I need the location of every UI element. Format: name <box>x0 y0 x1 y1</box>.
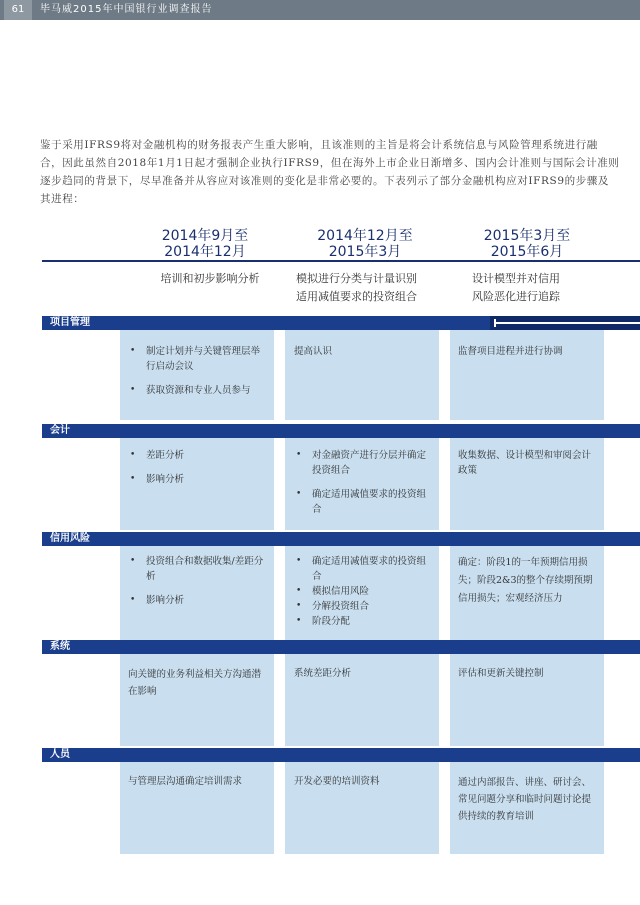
cell-credit-risk-phase-3: 确定：阶段1的一年预期信用损失；阶段2&3的整个存续期预期信用损失；宏观经济压力 <box>458 557 593 604</box>
cell-systems-phase-1: 向关键的业务利益相关方沟通潜在影响 <box>128 669 262 697</box>
cell-systems-phase-2: 系统差距分析 <box>294 668 352 679</box>
cell-accounting-phase-3: 收集数据、设计模型和审阅会计政策 <box>458 450 592 476</box>
phase-2-period-end: 2015年3月 <box>328 244 402 260</box>
phase-1-period-start: 2014年9月至 <box>161 228 249 244</box>
phase-3-description <box>472 270 612 306</box>
phase-3-period <box>462 228 592 260</box>
phase-3-desc-line-1: 设计模型并对信用 <box>472 272 560 285</box>
cell-credit-risk-phase-2 <box>294 554 434 629</box>
section-label-people: 人员 <box>50 749 70 760</box>
phase-2-period <box>300 228 430 260</box>
report-title: 毕马威2015年中国银行业调查报告 <box>40 4 213 15</box>
section-bar-people <box>42 748 640 762</box>
list-item: • 影响分析 <box>128 472 268 487</box>
list-item: • 阶段分配 <box>294 614 434 629</box>
section-label-accounting: 会计 <box>50 425 70 436</box>
section-bar-credit-risk <box>42 532 640 546</box>
list-item: • 影响分析 <box>128 593 268 608</box>
section-bar-accounting <box>42 424 640 438</box>
list-item: • 获取资源和专业人员参与 <box>128 383 268 398</box>
list-item: • 制定计划并与关键管理层举行启动会议 <box>128 344 268 374</box>
list-item: • 对金融资产进行分层并确定投资组合 <box>294 448 434 478</box>
cell-accounting-phase-1 <box>128 448 268 496</box>
list-item: • 确定适用减值要求的投资组合 <box>294 554 434 584</box>
cell-systems-phase-3: 评估和更新关键控制 <box>458 668 544 679</box>
intro-paragraph: 鉴于采用IFRS9将对金融机构的财务报表产生重大影响，且该准则的主旨是将会计系统信息与风险管理系统进行融合，因此虽然自2018年1月1日起才强制企业执行IFRS9，但在海外上市企业日渐增多、国内会计准则与国际会计准则逐步趋同的背景下，尽早准备并从容应对该准则的变化是非常必要的。下表列示了部分金融机构应对IFRS9的步骤及其进程： <box>40 139 620 205</box>
list-item: • 投资组合和数据收集/差距分析 <box>128 554 268 584</box>
phase-2-description <box>296 270 456 306</box>
section-label-systems: 系统 <box>50 641 70 652</box>
cell-project-management-phase-2: 提高认识 <box>294 346 333 357</box>
phase-divider <box>42 260 640 262</box>
phase-1-description <box>145 270 275 288</box>
cell-project-management-phase-1 <box>128 344 268 407</box>
list-item: • 确定适用减值要求的投资组合 <box>294 487 434 517</box>
phase-2-period-start: 2014年12月至 <box>317 228 413 244</box>
timeline-arrow-tick <box>494 319 496 327</box>
cell-credit-risk-phase-1 <box>128 554 268 617</box>
phase-3-period-start: 2015年3月至 <box>483 228 571 244</box>
timeline-arrow-line <box>494 322 640 324</box>
cell-people-phase-3: 通过内部报告、讲座、研讨会、常见问题分享和临时问题讨论提供持续的教育培训 <box>458 777 592 822</box>
phase-1-desc-line: 培训和初步影响分析 <box>160 272 260 285</box>
cell-people-phase-2: 开发必要的培训资料 <box>294 776 380 787</box>
page-number: 61 <box>4 0 32 20</box>
section-bar-project-management <box>42 316 640 330</box>
page-header <box>0 0 640 20</box>
phase-2-desc-line-2: 适用减值要求的投资组合 <box>296 290 417 303</box>
phase-3-desc-line-2: 风险恶化进行追踪 <box>472 290 560 303</box>
phase-1-period <box>140 228 270 260</box>
cell-people-phase-1: 与管理层沟通确定培训需求 <box>128 776 243 787</box>
list-item: • 差距分析 <box>128 448 268 463</box>
phase-3-period-end: 2015年6月 <box>490 244 564 260</box>
cell-accounting-phase-2 <box>294 448 434 526</box>
phase-2-desc-line-1: 模拟进行分类与计量识别 <box>296 272 417 285</box>
section-label-project-management: 项目管理 <box>50 317 90 328</box>
section-label-credit-risk: 信用风险 <box>50 533 90 544</box>
list-item: • 分解投资组合 <box>294 599 434 614</box>
section-bar-systems <box>42 640 640 654</box>
list-item: • 模拟信用风险 <box>294 584 434 599</box>
cell-project-management-phase-3: 监督项目进程并进行协调 <box>458 346 563 357</box>
phase-1-period-end: 2014年12月 <box>164 244 246 260</box>
